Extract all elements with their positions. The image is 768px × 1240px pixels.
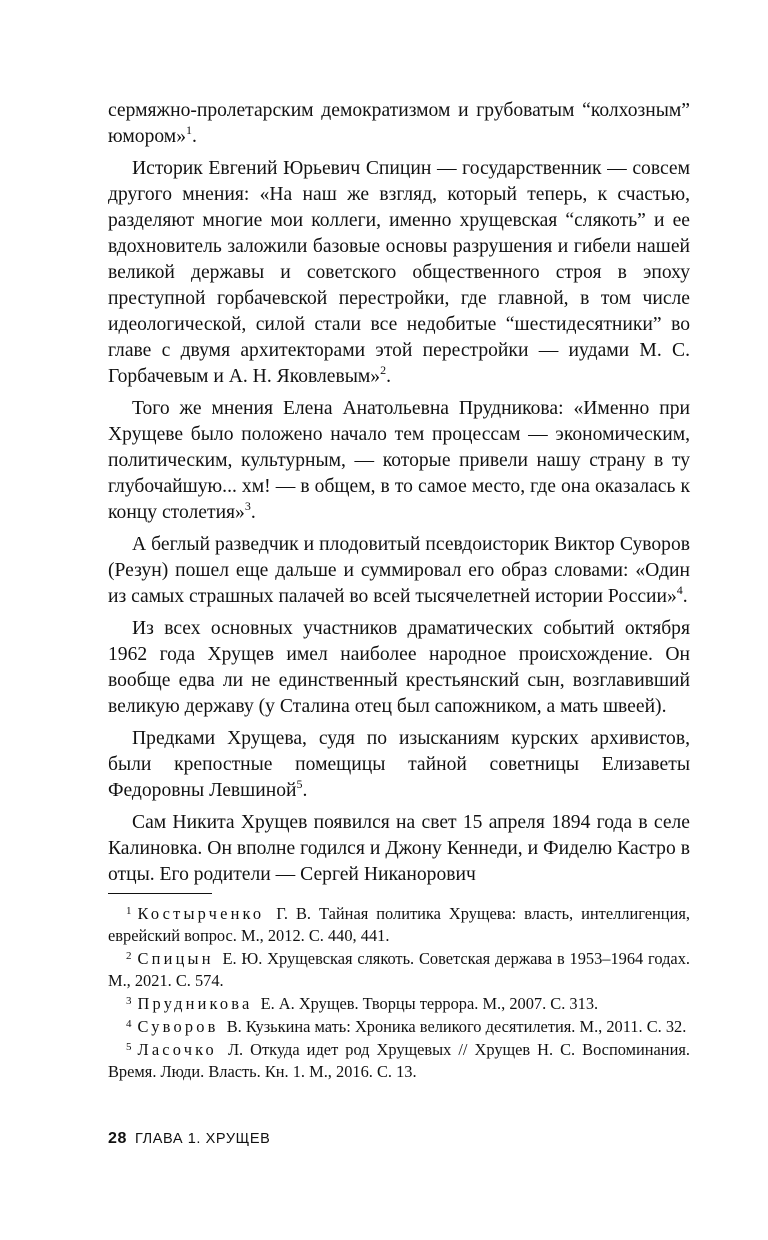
footnote-number: 4 (126, 1018, 132, 1030)
paragraph-1: сермяжно-пролетарским демократизмом и грубоватым “колхозным” юмором»$^1$. (108, 100, 690, 147)
paragraph-text: Предками Хрущева, судя по изысканиям курских архивистов, были крепостные помещицы тайной советницы Елизаветы Федоровны Левшиной (108, 728, 690, 801)
footnote-number: 1 (126, 905, 132, 917)
footnote-5 (108, 1039, 690, 1083)
footnote-ref: 2 (380, 363, 387, 377)
footnote-1 (108, 903, 690, 947)
footnote-text: В. Кузькина мать: Хроника великого десятилетия. М., 2011. С. 32. (226, 1017, 687, 1036)
paragraph-5 (108, 616, 690, 720)
chapter-title: ГЛАВА 1. ХРУЩЕВ (135, 1131, 271, 1147)
paragraph-3: Того же мнения Елена Анатольевна Прудникова: «Именно при Хрущеве было положено начало тем процессам — экономическим, политическим, культурным, — которые привели нашу страну в ту глубочайшую... хм! — в общем, в то самое место, где она оказалась к концу столетия»$^3$. (108, 398, 690, 523)
footnote-author: Костырченко (137, 904, 265, 923)
footnote-ref: 1 (186, 123, 192, 137)
footnotes (108, 903, 690, 1084)
paragraph-4: А беглый разведчик и плодовитый псевдоисторик Виктор Суворов (Резун) пошел еще дальше и суммировал его образ словами: «Один из самых страшных палачей во всей тысячелетней истории России»$^4$. (108, 534, 690, 607)
paragraph-7 (108, 810, 690, 888)
paragraph-text: А беглый разведчик и плодовитый псевдоисторик Виктор Суворов (Резун) пошел еще дальше и суммировал его образ словами: «Один из самых страшных палачей во всей тысячелетней истории России» (108, 534, 690, 607)
footnote-author: Прудникова (137, 994, 253, 1013)
footnote-text: Е. А. Хрущев. Творцы террора. М., 2007. С. 313. (260, 994, 599, 1013)
footnote-ref: 3 (244, 499, 251, 513)
footnote-3 (108, 993, 690, 1015)
footnote-ref: 5 (296, 777, 303, 791)
paragraph-text: Того же мнения Елена Анатольевна Прудникова: «Именно при Хрущеве было положено начало тем процессам — экономическим, политическим, культурным, — которые привели нашу страну в ту глубочайшую... хм! — в общем, в то самое место, где она оказалась к концу столетия» (108, 398, 690, 523)
page-body (108, 98, 690, 894)
footnote-2 (108, 948, 690, 992)
paragraph-text: Из всех основных участников драматических событий октября 1962 года Хрущев имел наиболее народное происхождение. Он вообще едва ли не единственный крестьянский сын, возглавивший великую державу (у Сталина отец был сапожником, а мать швеей). (108, 618, 690, 717)
footnote-number: 5 (126, 1041, 132, 1053)
footnote-divider (108, 893, 212, 894)
footnote-author: Спицын (137, 949, 214, 968)
paragraph-text: Сам Никита Хрущев появился на свет 15 апреля 1894 года в селе Калиновка. Он вполне годился и Джону Кеннеди, и Фиделю Кастро в отцы. Его родители — Сергей Никанорович (108, 812, 690, 885)
footnote-number: 2 (126, 950, 132, 962)
footnote-number: 3 (126, 995, 132, 1007)
footnote-text: Л. Откуда идет род Хрущевых // Хрущев Н. С. Воспоминания. Время. Люди. Власть. Кн. 1. М., 2016. С. 13. (108, 1040, 690, 1081)
footnote-author: Суворов (137, 1017, 219, 1036)
footnote-text: Г. В. Тайная политика Хрущева: власть, интеллигенция, еврейский вопрос. М., 2012. С. 440, 441. (108, 904, 690, 945)
footnote-4 (108, 1016, 690, 1038)
paragraph-text: сермяжно-пролетарским демократизмом и грубоватым “колхозным” юмором» (108, 100, 690, 147)
footnote-text: Е. Ю. Хрущевская слякоть. Советская держава в 1953–1964 годах. М., 2021. С. 574. (108, 949, 690, 990)
page-number: 28 (108, 1130, 127, 1147)
running-footer (108, 1130, 270, 1148)
paragraph-text: Историк Евгений Юрьевич Спицин — государственник — совсем другого мнения: «На наш же взгляд, который теперь, к счастью, разделяют многие мои коллеги, именно хрущевская “слякоть” и ее вдохновитель заложили базовые основы разрушения и гибели нашей великой державы и советского общественного строя в эпоху преступной горбачевской перестройки, где главной, в том числе идеологической, силой стали все недобитые “шестидесятники” во главе с двумя архитекторами этой перестройки — иудами М. С. Горбачевым и А. Н. Яковлевым» (108, 158, 690, 387)
footnote-ref: 4 (676, 583, 683, 597)
main-text (108, 98, 690, 888)
footnote-author: Ласочко (137, 1040, 217, 1059)
paragraph-6: Предками Хрущева, судя по изысканиям курских архивистов, были крепостные помещицы тайной советницы Елизаветы Федоровны Левшиной$^5$. (108, 728, 690, 801)
paragraph-2: Историк Евгений Юрьевич Спицин — государственник — совсем другого мнения: «На наш же взгляд, который теперь, к счастью, разделяют многие мои коллеги, именно хрущевская “слякоть” и ее вдохновитель заложили базовые основы разрушения и гибели нашей великой державы и советского общественного строя в эпоху преступной горбачевской перестройки, где главной, в том числе идеологической, силой стали все недобитые “шестидесятники” во главе с двумя архитекторами этой перестройки — иудами М. С. Горбачевым и А. Н. Яковлевым»$^2$. (108, 158, 690, 387)
